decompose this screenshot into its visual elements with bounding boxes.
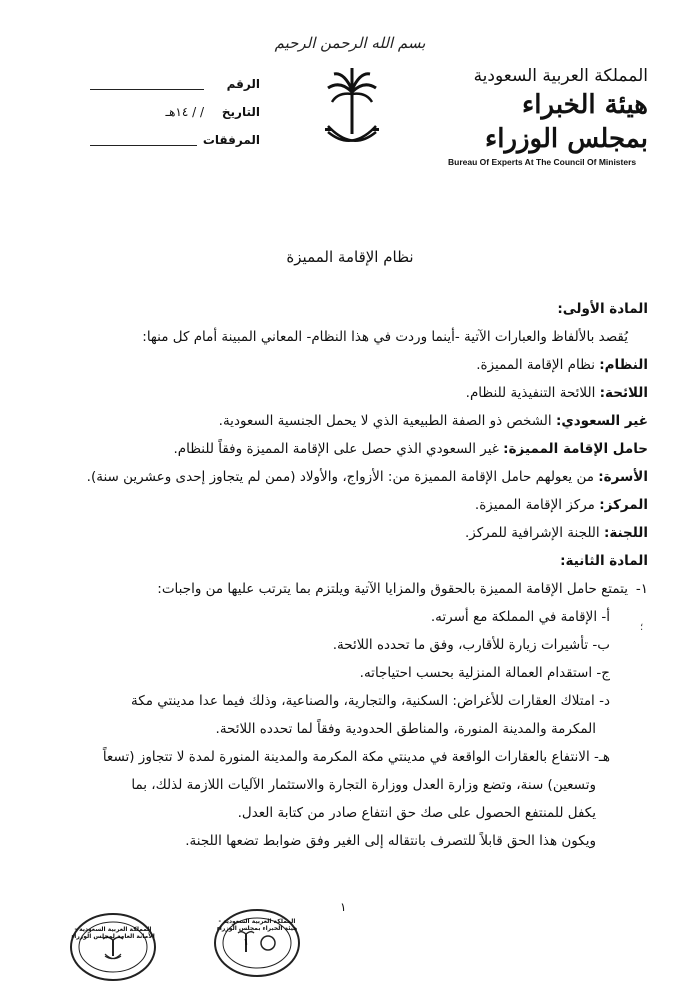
article1-intro: يُقصد بالألفاظ والعبارات الآتية -أينما وردت في هذا النظام- المعاني المبينة أمام كل منها:	[142, 329, 628, 345]
item-text: يتمتع حامل الإقامة المميزة بالحقوق والمزايا الآتية ويلتزم بما يترتب عليها من واجبات:	[157, 581, 628, 597]
sub-item-a: أ- الإقامة في المملكة مع أسرته.	[430, 609, 610, 625]
stamp-middle-text: المملكة العربية السعودية - هيئة الخبراء بمجلس الوزراء	[216, 918, 298, 932]
definition-item	[48, 468, 648, 487]
date-value: / / ١٤هـ	[165, 105, 204, 119]
definition-text: الشخص ذو الصفة الطبيعية الذي لا يحمل الجنسية السعودية.	[218, 413, 556, 429]
number-label: الرقم	[226, 77, 260, 91]
official-stamp-middle	[212, 906, 302, 980]
article2-heading: المادة الثانية:	[560, 553, 648, 569]
sub-item-h-continuation: ويكون هذا الحق قابلاً للتصرف بانتقاله إلى الغير وفق ضوابط تضعها اللجنة.	[185, 833, 596, 849]
definition-term: اللجنة:	[603, 525, 648, 541]
sub-item-h: هـ- الانتفاع بالعقارات الواقعة في مدينتي مكة المكرمة والمدينة المنورة لمدة لا تتجاوز (تسعاً	[102, 749, 610, 765]
number-blank-line	[90, 79, 204, 90]
definition-text: غير السعودي الذي حصل على الإقامة المميزة وفقاً للنظام.	[173, 441, 504, 457]
oval-stamp-icon	[68, 910, 158, 984]
number-row	[90, 70, 260, 98]
definition-item	[48, 412, 648, 431]
stamp-middle-number: ١	[243, 938, 249, 948]
sub-item-c: ج- استقدام العمالة المنزلية بحسب احتياجاته.	[359, 665, 610, 681]
sub-item-h-continuation: يكفل للمنتفع الحصول على صك حق انتفاع صادر من كتابة العدل.	[237, 805, 596, 821]
organization-name-english: Bureau Of Experts At The Council Of Ministers	[448, 157, 637, 167]
sub-item-d-continuation: المكرمة والمدينة المنورة، والمناطق الحدودية وفقاً لما تحدده اللائحة.	[215, 721, 596, 737]
item-number: ١-	[635, 581, 648, 597]
date-label: التاريخ	[221, 105, 260, 119]
attachments-blank-line	[90, 135, 197, 146]
page-number: ١	[340, 900, 347, 914]
sub-item-b: ب- تأشيرات زيارة للأقارب، وفق ما تحدده اللائحة.	[332, 637, 610, 653]
official-stamp-left	[68, 910, 158, 984]
definition-term: اللائحة:	[599, 385, 648, 401]
basmala: بسم الله الرحمن الرحيم	[274, 34, 426, 52]
definition-text: نظام الإقامة المميزة.	[476, 357, 600, 373]
kingdom-name: المملكة العربية السعودية	[473, 66, 648, 86]
definition-item	[48, 440, 648, 459]
definition-text: مركز الإقامة المميزة.	[474, 497, 600, 513]
definition-item	[48, 496, 648, 515]
organization-name-arabic: هيئة الخبراء بمجلس الوزراء	[485, 90, 648, 154]
definition-text: من يعولهم حامل الإقامة المميزة من: الأزواج، والأولاد (ممن لم يتجاوز إحدى وعشرين سنة).	[86, 469, 599, 485]
article1-heading: المادة الأولى:	[557, 301, 648, 317]
margin-mark: ؛	[640, 622, 644, 633]
definition-term: المركز:	[599, 497, 648, 513]
sub-item-h-continuation: وتسعين) سنة، وتضع وزارة العدل ووزارة التجارة والاستثمار الآليات اللازمة لذلك، بما	[131, 777, 596, 793]
definition-item	[48, 384, 648, 403]
organization-header	[448, 66, 648, 167]
definition-term: النظام:	[599, 357, 648, 373]
sub-item-d: د- امتلاك العقارات للأغراض: السكنية، والتجارية، والصناعية، وذلك فيما عدا مدينتي مكة	[131, 693, 610, 709]
article2-item1	[48, 580, 648, 599]
definition-text: اللائحة التنفيذية للنظام.	[465, 385, 600, 401]
definition-term: الأسرة:	[598, 469, 648, 485]
definition-item	[48, 356, 648, 375]
definition-item	[48, 524, 648, 543]
document-title: نظام الإقامة المميزة	[286, 248, 414, 266]
definition-term: حامل الإقامة المميزة:	[503, 441, 648, 457]
stamp-left-text: المملكة العربية السعودية - الأمانة العامة لمجلس الوزراء	[71, 926, 155, 940]
saudi-emblem-icon	[322, 62, 382, 152]
attachments-label: المرفقات	[202, 133, 260, 147]
attachments-row	[90, 126, 260, 154]
definition-term: غير السعودي:	[555, 413, 648, 429]
document-body	[48, 300, 648, 860]
date-row	[90, 98, 260, 126]
reference-fields	[90, 70, 260, 154]
definition-text: اللجنة الإشرافية للمركز.	[464, 525, 604, 541]
